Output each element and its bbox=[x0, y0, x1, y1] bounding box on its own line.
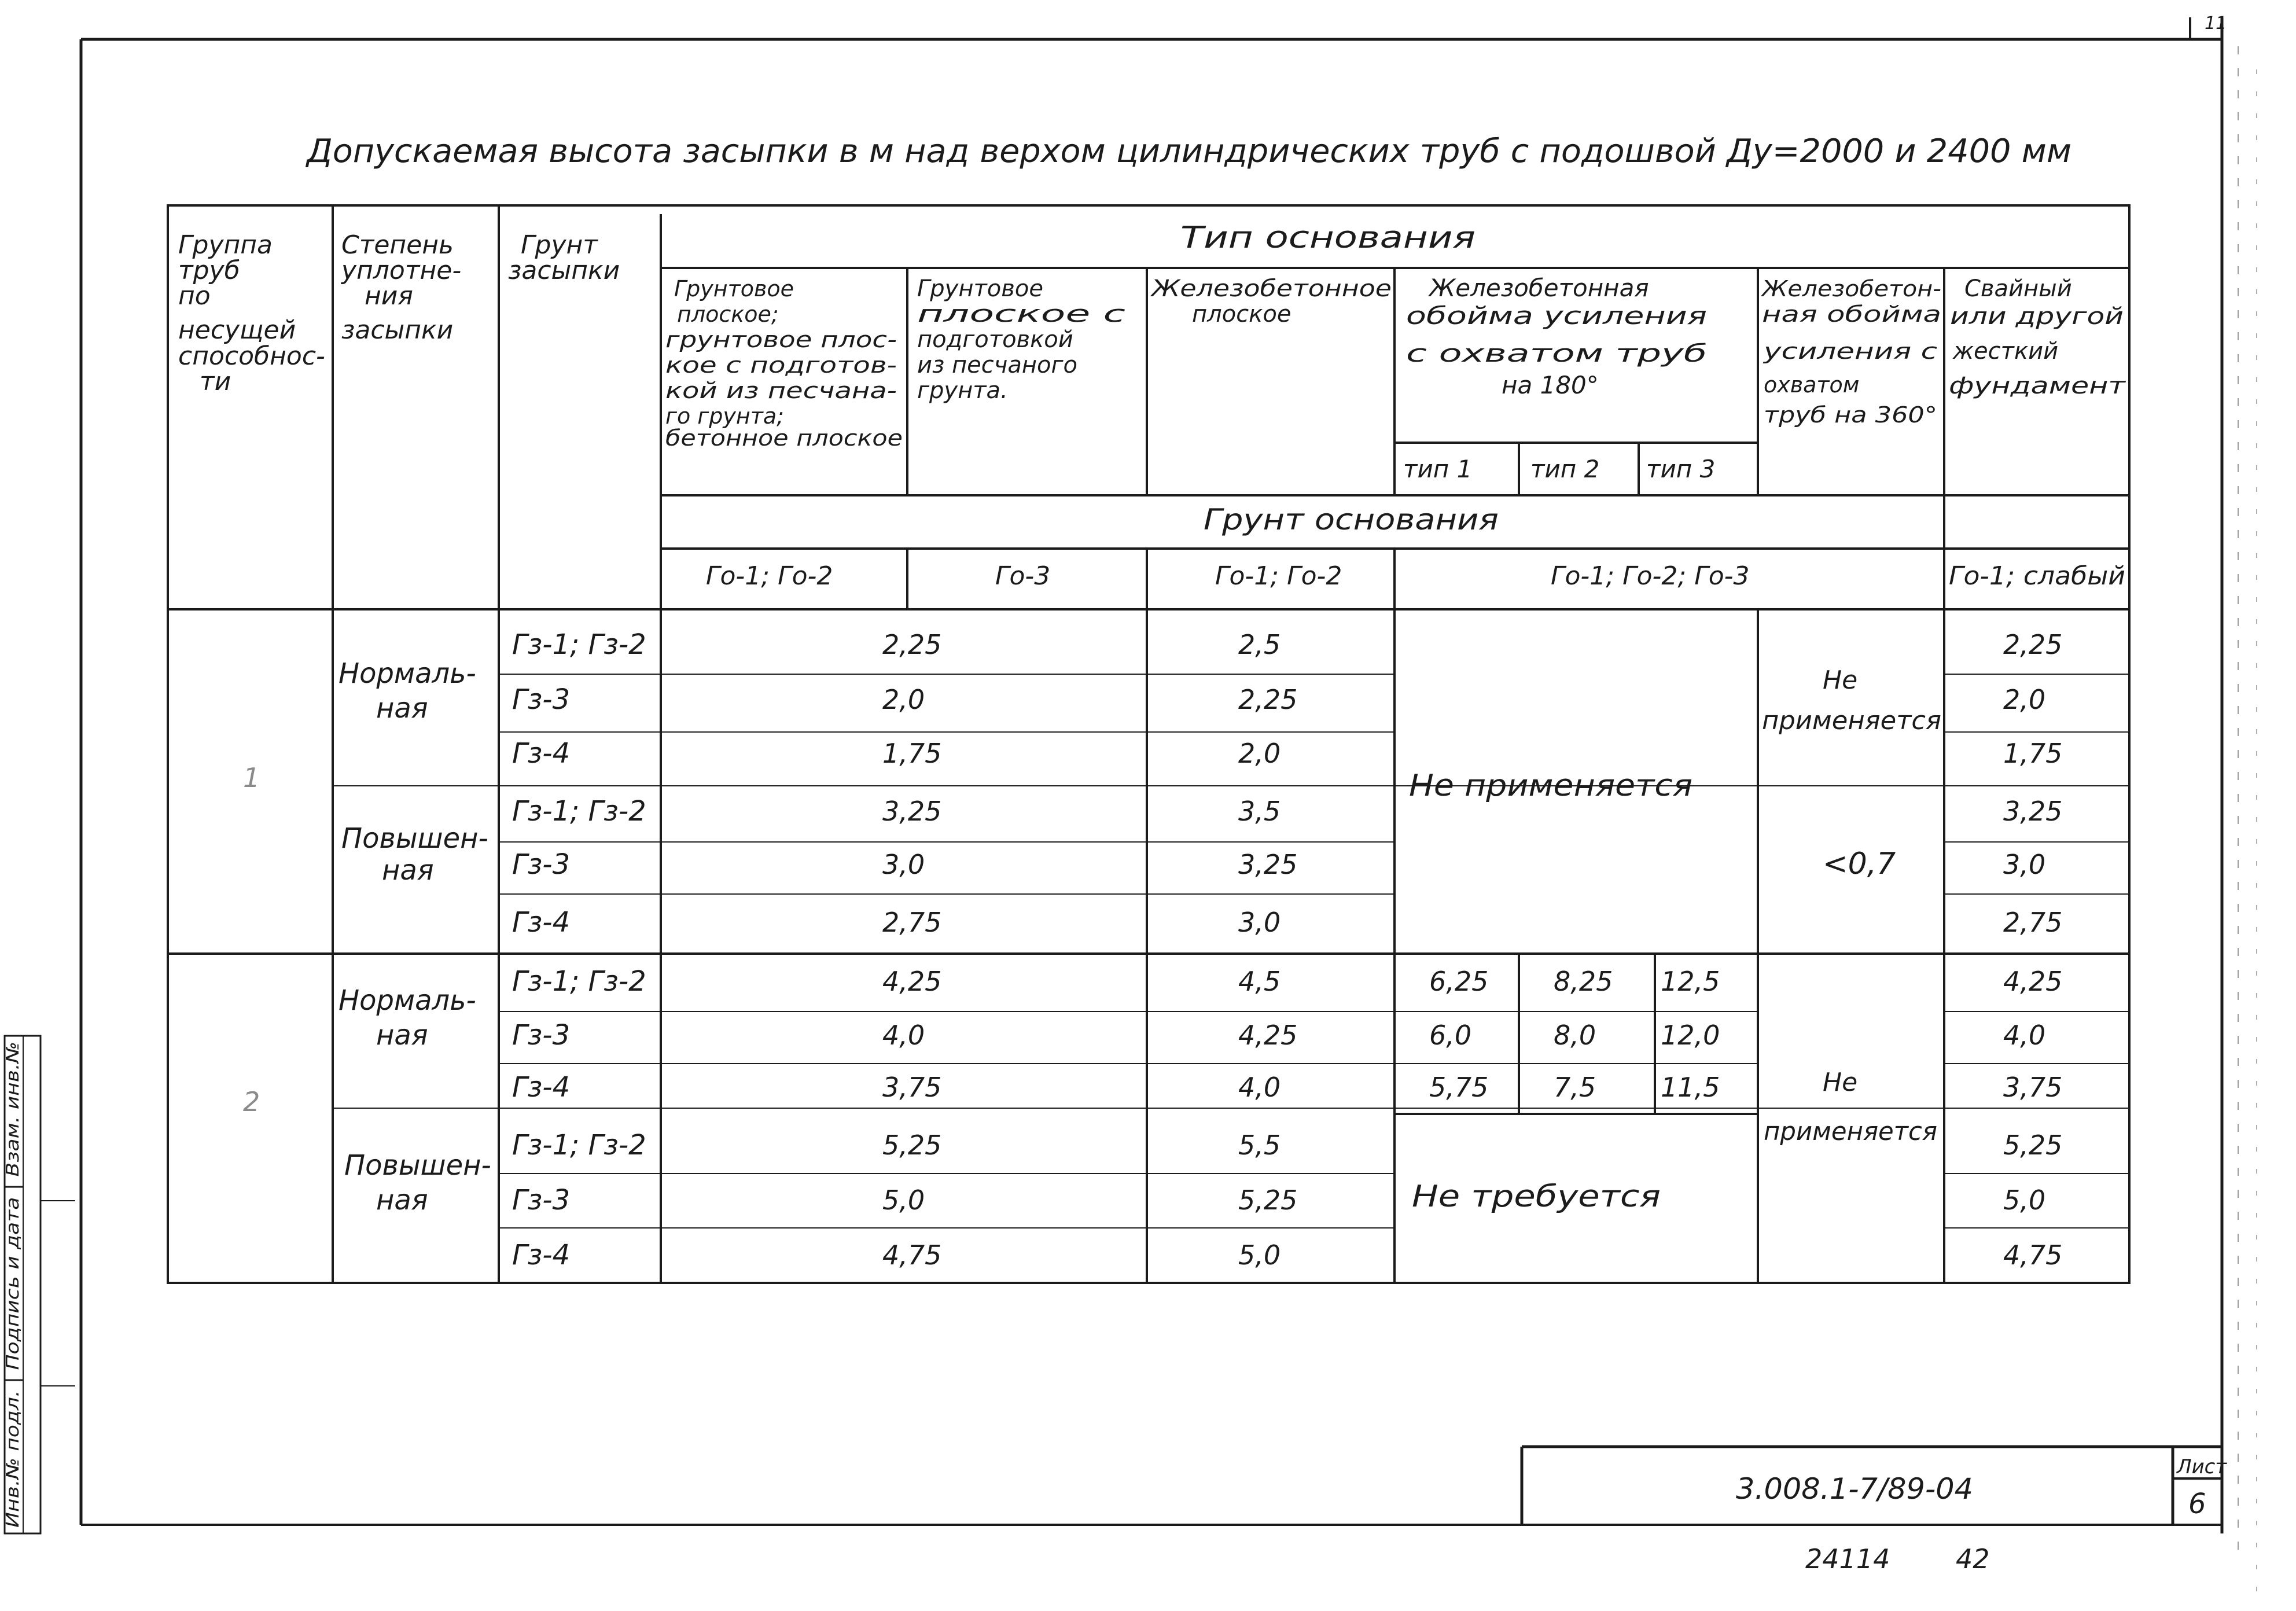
svg-text:плоское: плоское bbox=[1192, 301, 1292, 328]
svg-text:засыпки: засыпки bbox=[508, 256, 620, 285]
header-col-backfill bbox=[508, 230, 620, 285]
compaction-labels bbox=[338, 657, 491, 1216]
pile-cell-12: 4,75 bbox=[2003, 1239, 2063, 1271]
backfill-cell-2: Гз-3 bbox=[512, 683, 571, 716]
svg-text:с охватом труб: с охватом труб bbox=[1406, 339, 1707, 367]
rc-flat-cell-10: 5,5 bbox=[1238, 1130, 1281, 1161]
pile-cell-3: 1,75 bbox=[2003, 738, 2063, 769]
svg-text:тип 3: тип 3 bbox=[1646, 455, 1716, 483]
pile-cell-10: 5,25 bbox=[2003, 1130, 2063, 1161]
svg-text:ная: ная bbox=[376, 1019, 428, 1051]
footer-number-2: 42 bbox=[1956, 1543, 1990, 1575]
backfill-cell-3: Гз-4 bbox=[512, 737, 571, 770]
clip360-not-applicable-2 bbox=[1764, 1068, 1937, 1146]
svg-text:труб: труб bbox=[178, 256, 240, 285]
rc-flat-column bbox=[1238, 629, 1297, 1271]
svg-text:охватом: охватом bbox=[1764, 372, 1860, 398]
soil-flat-cell-12: 4,75 bbox=[882, 1239, 942, 1271]
pile-column bbox=[2003, 629, 2062, 1271]
svg-text:Железобетонная: Железобетонная bbox=[1429, 274, 1649, 302]
svg-text:Степень: Степень bbox=[341, 230, 454, 260]
svg-text:Го-1; слабый: Го-1; слабый bbox=[1949, 561, 2125, 591]
rc-flat-cell-12: 5,0 bbox=[1238, 1239, 1281, 1271]
header-base-type-1 bbox=[665, 276, 903, 451]
backfill-cell-11: Гз-3 bbox=[512, 1184, 571, 1216]
svg-text:подготовкой: подготовкой bbox=[917, 326, 1073, 353]
svg-text:из песчаного: из песчаного bbox=[917, 352, 1077, 378]
svg-text:ния: ния bbox=[365, 281, 413, 311]
svg-text:ная: ная bbox=[382, 854, 434, 887]
svg-text:уплотне-: уплотне- bbox=[341, 256, 462, 285]
page-title: Допускаемая высота засыпки в м над верхом цилиндрических труб с подошвой Ду=2000 и 2400 мм bbox=[304, 133, 2072, 170]
svg-text:Грунт: Грунт bbox=[521, 230, 598, 260]
soil-flat-cell-9: 3,75 bbox=[882, 1072, 942, 1103]
sheet-number: 6 bbox=[2188, 1488, 2206, 1520]
corner-mark: 11 bbox=[2205, 13, 2227, 34]
soil-flat-cell-3: 1,75 bbox=[882, 738, 942, 769]
backfill-column bbox=[512, 628, 646, 1271]
pile-cell-9: 3,75 bbox=[2003, 1072, 2063, 1103]
rc-flat-cell-5: 3,25 bbox=[1238, 849, 1298, 880]
rc-flat-cell-9: 4,0 bbox=[1238, 1072, 1281, 1103]
backfill-cell-8: Гз-3 bbox=[512, 1019, 571, 1051]
header-base-type-6 bbox=[1949, 275, 2126, 399]
backfill-cell-10: Гз-1; Гз-2 bbox=[512, 1129, 646, 1161]
header-base-type-3 bbox=[1150, 275, 1392, 328]
backfill-cell-6: Гз-4 bbox=[512, 906, 571, 939]
svg-text:применяется: применяется bbox=[1762, 706, 1941, 735]
clip180-type1-cell-2: 6,0 bbox=[1429, 1020, 1472, 1051]
soil-flat-cell-10: 5,25 bbox=[882, 1130, 942, 1161]
svg-text:грунта.: грунта. bbox=[917, 377, 1008, 404]
soil-flat-column bbox=[882, 629, 941, 1271]
clip360-not-applicable bbox=[1762, 665, 1941, 735]
clip180-type2-cell-1: 8,25 bbox=[1554, 966, 1613, 997]
svg-text:тип 1: тип 1 bbox=[1403, 455, 1473, 483]
svg-text:грунтовое плос-: грунтовое плос- bbox=[665, 327, 897, 352]
svg-text:ная: ная bbox=[376, 692, 428, 724]
soil-flat-cell-8: 4,0 bbox=[882, 1020, 925, 1051]
rc-flat-cell-11: 5,25 bbox=[1238, 1185, 1298, 1216]
soil-flat-cell-4: 3,25 bbox=[882, 796, 942, 827]
svg-text:Железобетонное: Железобетонное bbox=[1149, 275, 1392, 302]
pile-cell-5: 3,0 bbox=[2003, 849, 2046, 880]
svg-text:тип 2: тип 2 bbox=[1530, 455, 1600, 483]
clip180-type2-cell-3: 7,5 bbox=[1554, 1072, 1596, 1103]
backfill-cell-7: Гз-1; Гз-2 bbox=[512, 965, 646, 998]
clip180-type2-cell-2: 8,0 bbox=[1554, 1020, 1596, 1051]
header-base-soil-title: Грунт основания bbox=[1204, 503, 1499, 536]
side-strip-text: Инв.№ подл. | Подпись и дата | Взам. инв.№ bbox=[3, 1123, 23, 1528]
soil-flat-cell-7: 4,25 bbox=[882, 966, 942, 997]
backfill-cell-9: Гз-4 bbox=[512, 1071, 571, 1104]
clip180-type3-cell-1: 12,5 bbox=[1661, 966, 1720, 997]
svg-text:Грунтовое: Грунтовое bbox=[674, 276, 794, 301]
svg-text:Железобетон-: Железобетон- bbox=[1760, 276, 1941, 301]
soil-flat-cell-6: 2,75 bbox=[882, 907, 942, 938]
rc-flat-cell-4: 3,5 bbox=[1238, 796, 1281, 827]
header-subtypes bbox=[1403, 455, 1715, 483]
clip180-not-required: Не требуется bbox=[1412, 1179, 1661, 1214]
clip360-value: <0,7 bbox=[1823, 847, 1896, 881]
svg-text:Группа: Группа bbox=[178, 230, 273, 260]
svg-text:Свайный: Свайный bbox=[1964, 275, 2072, 302]
clip180-type3-cell-2: 12,0 bbox=[1661, 1020, 1720, 1051]
svg-text:Го-1; Го-2: Го-1; Го-2 bbox=[1215, 561, 1342, 591]
backfill-cell-12: Гз-4 bbox=[512, 1239, 571, 1271]
header-col-group bbox=[178, 230, 325, 396]
svg-text:Го-1; Го-2: Го-1; Го-2 bbox=[706, 561, 833, 591]
clip180-type1-cell-3: 5,75 bbox=[1429, 1072, 1489, 1103]
svg-text:обойма усиления: обойма усиления bbox=[1406, 301, 1707, 330]
clip180-type1-cell-1: 6,25 bbox=[1429, 966, 1489, 997]
svg-text:плоское с: плоское с bbox=[917, 301, 1125, 328]
rc-flat-cell-8: 4,25 bbox=[1238, 1020, 1298, 1051]
svg-text:способнос-: способнос- bbox=[178, 341, 325, 371]
header-base-type-title: Тип основания bbox=[1180, 220, 1476, 255]
rc-flat-cell-6: 3,0 bbox=[1238, 907, 1281, 938]
pile-cell-8: 4,0 bbox=[2003, 1020, 2046, 1051]
header-col-compaction bbox=[340, 230, 461, 345]
soil-flat-cell-5: 3,0 bbox=[882, 849, 925, 880]
group-numbers bbox=[243, 762, 260, 1117]
svg-text:фундамент: фундамент bbox=[1949, 373, 2127, 399]
rc-flat-cell-2: 2,25 bbox=[1238, 684, 1298, 715]
doc-code: 3.008.1-7/89-04 bbox=[1736, 1472, 1973, 1506]
side-strip bbox=[3, 1036, 75, 1533]
svg-text:применяется: применяется bbox=[1764, 1117, 1937, 1146]
backfill-cell-1: Гз-1; Гз-2 bbox=[512, 628, 646, 661]
pile-cell-6: 2,75 bbox=[2003, 907, 2063, 938]
clip180-type3-cell-3: 11,5 bbox=[1661, 1072, 1720, 1103]
svg-text:ти: ти bbox=[200, 367, 231, 396]
svg-text:Го-3: Го-3 bbox=[995, 561, 1051, 591]
svg-text:кое с подготов-: кое с подготов- bbox=[665, 352, 897, 378]
rc-flat-cell-3: 2,0 bbox=[1238, 738, 1281, 769]
sheet-label: Лист bbox=[2177, 1455, 2227, 1478]
soil-flat-cell-11: 5,0 bbox=[882, 1185, 925, 1216]
svg-text:бетонное плоское: бетонное плоское bbox=[665, 425, 903, 451]
pile-cell-2: 2,0 bbox=[2003, 684, 2046, 715]
svg-text:по: по bbox=[178, 281, 211, 311]
svg-text:Не: Не bbox=[1823, 665, 1858, 695]
svg-text:жесткий: жесткий bbox=[1953, 338, 2059, 365]
svg-text:или другой: или другой bbox=[1950, 303, 2124, 330]
svg-text:Повышен-: Повышен- bbox=[344, 1149, 491, 1182]
backfill-cell-5: Гз-3 bbox=[512, 848, 571, 881]
svg-text:го грунта;: го грунта; bbox=[665, 403, 784, 429]
rc-flat-cell-7: 4,5 bbox=[1238, 966, 1281, 997]
svg-text:2: 2 bbox=[243, 1086, 260, 1117]
svg-text:Го-1; Го-2; Го-3: Го-1; Го-2; Го-3 bbox=[1551, 561, 1750, 591]
pile-cell-4: 3,25 bbox=[2003, 796, 2063, 827]
pile-cell-11: 5,0 bbox=[2003, 1185, 2046, 1216]
soil-flat-cell-2: 2,0 bbox=[882, 684, 925, 715]
svg-text:плоское;: плоское; bbox=[677, 301, 779, 327]
svg-text:несущей: несущей bbox=[178, 315, 296, 345]
svg-text:труб на 360°: труб на 360° bbox=[1764, 402, 1937, 428]
svg-text:ная: ная bbox=[376, 1184, 428, 1216]
svg-text:Грунтовое: Грунтовое bbox=[917, 275, 1043, 302]
svg-text:усиления с: усиления с bbox=[1763, 339, 1938, 364]
clip180-values bbox=[1429, 966, 1720, 1103]
svg-text:1: 1 bbox=[243, 762, 260, 793]
svg-text:кой из песчана-: кой из песчана- bbox=[665, 378, 897, 403]
soil-flat-cell-1: 2,25 bbox=[882, 629, 942, 660]
header-base-type-4 bbox=[1406, 274, 1707, 399]
svg-text:засыпки: засыпки bbox=[341, 315, 454, 345]
footer-number-1: 24114 bbox=[1805, 1543, 1890, 1575]
svg-text:Нормаль-: Нормаль- bbox=[338, 657, 476, 690]
backfill-cell-4: Гз-1; Гз-2 bbox=[512, 795, 646, 827]
svg-text:Повышен-: Повышен- bbox=[341, 822, 488, 855]
header-base-type-2 bbox=[917, 275, 1125, 404]
rc-flat-cell-1: 2,5 bbox=[1238, 629, 1281, 660]
pile-cell-7: 4,25 bbox=[2003, 966, 2063, 997]
svg-text:Не: Не bbox=[1823, 1068, 1858, 1097]
header-base-type-5 bbox=[1761, 276, 1941, 428]
svg-text:Нормаль-: Нормаль- bbox=[338, 984, 476, 1017]
svg-text:ная обойма: ная обойма bbox=[1762, 301, 1941, 327]
svg-text:на 180°: на 180° bbox=[1502, 371, 1599, 399]
clip180-not-applicable: Не применяется bbox=[1409, 768, 1692, 803]
header-base-soils bbox=[706, 561, 2125, 591]
pile-cell-1: 2,25 bbox=[2003, 629, 2063, 660]
